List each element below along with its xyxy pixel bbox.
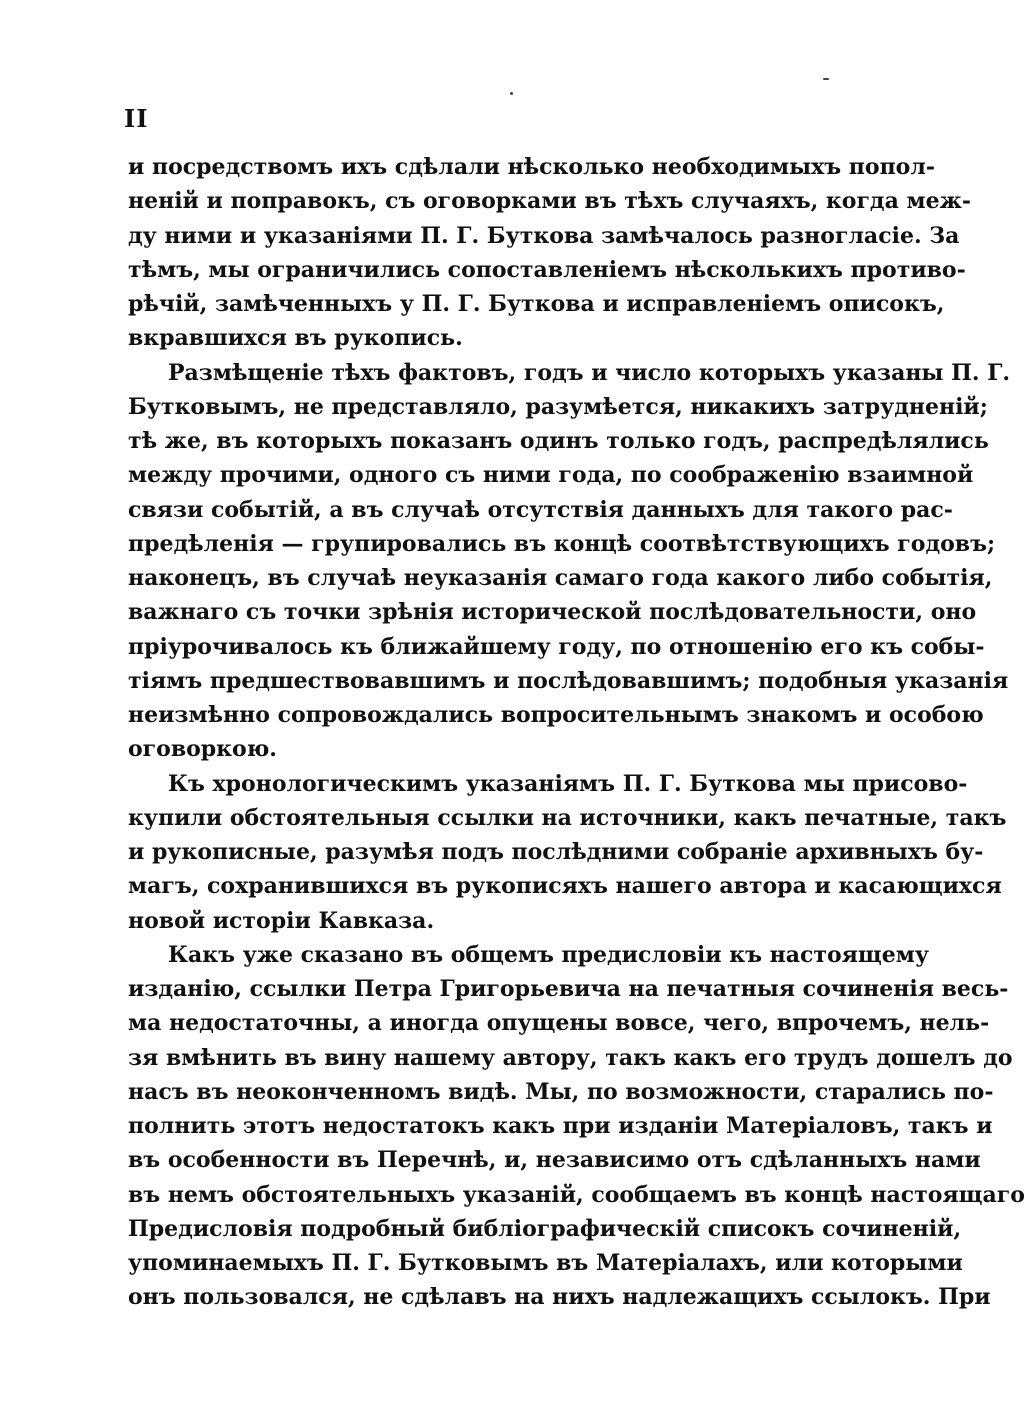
- text-line: Размѣщеніе тѣхъ фактовъ, годъ и число которыхъ указаны П. Г.: [168, 359, 1011, 386]
- text-line: купили обстоятельныя ссылки на источники, какъ печатные, такъ: [128, 804, 1007, 831]
- text-line: связи событій, а въ случаѣ отсутствія данныхъ для такого рас-: [128, 496, 953, 523]
- text-line: рѣчій, замѣченныхъ у П. Г. Буткова и исправленіемъ описокъ,: [128, 291, 945, 317]
- text-line: предѣленія — групировались въ концѣ соотвѣтствующихъ годовъ;: [128, 530, 996, 557]
- text-line: важнаго съ точки зрѣнія исторической послѣдовательности, оно: [128, 599, 977, 626]
- text-line: полнить этотъ недостатокъ какъ при изданіи Матеріаловъ, такъ и: [128, 1113, 993, 1139]
- text-line: неизмѣнно сопровождались вопросительнымъ знакомъ и особою: [128, 702, 984, 728]
- text-line: зя вмѣнить въ вину нашему автору, такъ какъ его трудъ дошелъ до: [128, 1044, 1013, 1071]
- text-line: упоминаемыхъ П. Г. Бутковымъ въ Матеріалахъ, или которыми: [128, 1250, 963, 1276]
- text-line: новой исторіи Кавказа.: [128, 907, 435, 934]
- text-line: и посредствомъ ихъ сдѣлали нѣсколько необходимыхъ попол-: [128, 154, 935, 180]
- text-line: въ особенности въ Перечнѣ, и, независимо отъ сдѣланныхъ нами: [128, 1147, 981, 1174]
- text-line: вкравшихся въ рукопись.: [128, 325, 463, 352]
- text-line: Какъ уже сказано въ общемъ предисловіи къ настоящему: [168, 941, 929, 968]
- text-line: пріурочивалось къ ближайшему году, по отношенію его къ собы-: [128, 633, 985, 660]
- text-line: Бутковымъ, не представляло, разумѣется, никакихъ затрудненій;: [128, 393, 988, 420]
- text-line: тіямъ предшествовавшимъ и послѣдовавшимъ; подобныя указанія: [128, 667, 1009, 694]
- text-line: онъ пользовался, не сдѣлавъ на нихъ надлежащихъ ссылокъ. При: [128, 1284, 991, 1311]
- text-line: оговоркою.: [128, 736, 277, 763]
- body-text: [128, 150, 1025, 1315]
- page-number: II: [124, 104, 149, 133]
- text-line: неній и поправокъ, съ оговорками въ тѣхъ случаяхъ, когда меж-: [128, 188, 971, 215]
- text-line: между прочими, одного съ ними года, по соображенію взаимной: [128, 462, 974, 489]
- print-speck: [510, 92, 513, 95]
- text-line: магъ, сохранившихся въ рукописяхъ нашего автора и касающихся: [128, 873, 1002, 900]
- text-line: Къ хронологическимъ указаніямъ П. Г. Буткова мы присово-: [168, 770, 968, 797]
- text-line: въ немъ обстоятельныхъ указаній, сообщаемъ въ концѣ настоящаго: [128, 1181, 1025, 1208]
- text-line: изданію, ссылки Петра Григорьевича на печатныя сочиненія весь-: [128, 976, 1009, 1002]
- text-line: тѣ же, въ которыхъ показанъ одинъ только годъ, распредѣлялись: [128, 428, 989, 454]
- text-line: ма недостаточны, а иногда опущены вовсе, чего, впрочемъ, нель-: [128, 1010, 990, 1037]
- text-line: наконецъ, въ случаѣ неуказанія самаго года какого либо событія,: [128, 565, 993, 591]
- print-speck: [823, 78, 829, 80]
- text-line: насъ въ неоконченномъ видѣ. Мы, по возможности, старались по-: [128, 1078, 994, 1105]
- text-line: и рукописные, разумѣя подъ послѣдними собраніе архивныхъ бу-: [128, 839, 984, 865]
- text-line: ду ними и указаніями П. Г. Буткова замѣчалось разногласіе. За: [128, 222, 960, 249]
- text-line: тѣмъ, мы ограничились сопоставленіемъ нѣсколькихъ противо-: [128, 256, 966, 283]
- text-line: Предисловія подробный библіографическій списокъ сочиненій,: [128, 1215, 962, 1242]
